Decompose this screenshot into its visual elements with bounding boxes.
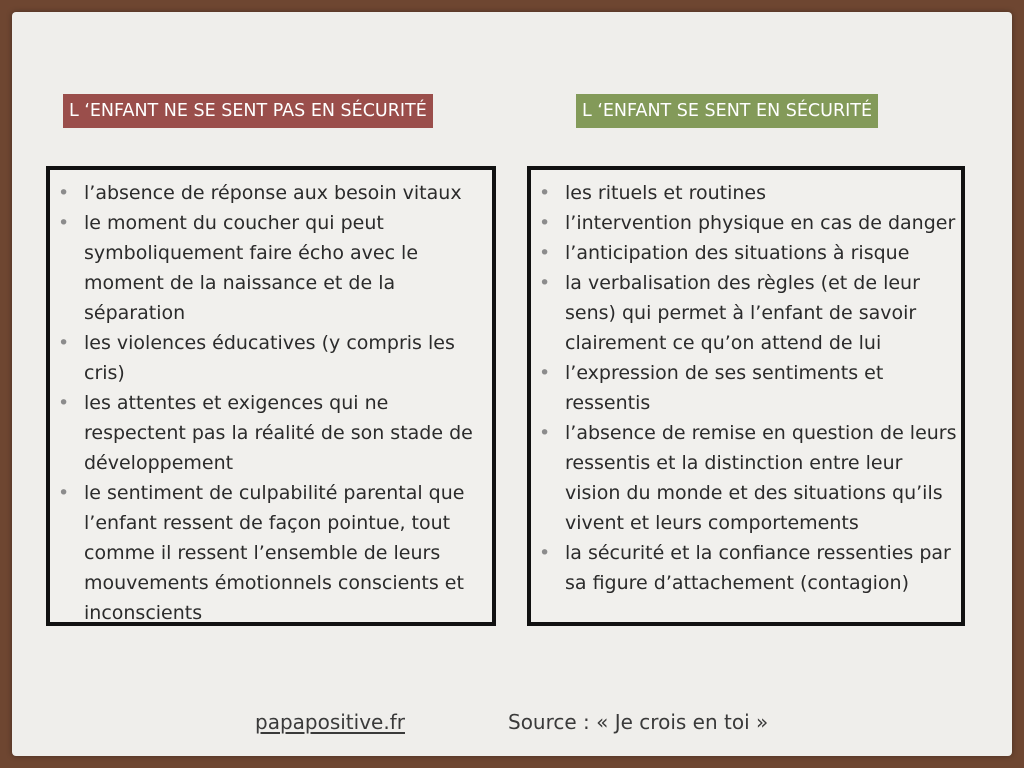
bullet-icon: • [58, 212, 70, 234]
list-item [537, 358, 961, 418]
list-item-text: l’anticipation des situations à risque [565, 242, 910, 264]
list-item [537, 238, 961, 268]
source-credit: Source : « Je crois en toi » [508, 710, 769, 734]
bullet-icon: • [58, 332, 70, 354]
bullet-icon: • [58, 482, 70, 504]
safe-column-title: L ‘ENFANT SE SENT EN SÉCURITÉ [576, 94, 878, 128]
list-item-text: l’absence de réponse aux besoin vitaux [84, 182, 462, 204]
list-item-text: l’absence de remise en question de leurs ressentis et la distinction entre leur vision du monde et des situations qu’ils vivent et leurs comportements [565, 422, 957, 534]
bullet-icon: • [539, 542, 551, 564]
bullet-icon: • [539, 272, 551, 294]
bullet-icon: • [58, 392, 70, 414]
list-item-text: l’intervention physique en cas de danger [565, 212, 956, 234]
unsafe-list-box [46, 166, 496, 626]
list-item-text: les attentes et exigences qui ne respectent pas la réalité de son stade de développement [84, 392, 473, 474]
bullet-icon: • [539, 422, 551, 444]
bullet-icon: • [58, 182, 70, 204]
list-item-text: le sentiment de culpabilité parental que l’enfant ressent de façon pointue, tout comme il ressent l’ensemble de leurs mouvements émotionnels conscients et inconscients [84, 482, 465, 624]
list-item [56, 208, 492, 328]
list-item [537, 178, 961, 208]
list-item [537, 418, 961, 538]
bullet-icon: • [539, 182, 551, 204]
list-item [56, 328, 492, 388]
list-item [56, 478, 492, 628]
list-item-text: les violences éducatives (y compris les cris) [84, 332, 455, 384]
website-link[interactable]: papapositive.fr [255, 710, 405, 734]
safe-list-box [527, 166, 965, 626]
list-item-text: la sécurité et la confiance ressenties par sa figure d’attachement (contagion) [565, 542, 951, 594]
unsafe-list [56, 178, 492, 628]
list-item [537, 208, 961, 238]
list-item [537, 538, 961, 598]
list-item [537, 268, 961, 358]
list-item [56, 388, 492, 478]
list-item-text: les rituels et routines [565, 182, 766, 204]
list-item-text: le moment du coucher qui peut symboliquement faire écho avec le moment de la naissance et de la séparation [84, 212, 419, 324]
bullet-icon: • [539, 362, 551, 384]
unsafe-column-title: L ‘ENFANT NE SE SENT PAS EN SÉCURITÉ [63, 94, 433, 128]
safe-list [537, 178, 961, 598]
slide [12, 12, 1012, 756]
bullet-icon: • [539, 242, 551, 264]
list-item [56, 178, 492, 208]
list-item-text: l’expression de ses sentiments et ressentis [565, 362, 884, 414]
bullet-icon: • [539, 212, 551, 234]
list-item-text: la verbalisation des règles (et de leur sens) qui permet à l’enfant de savoir clairement ce qu’on attend de lui [565, 272, 920, 354]
